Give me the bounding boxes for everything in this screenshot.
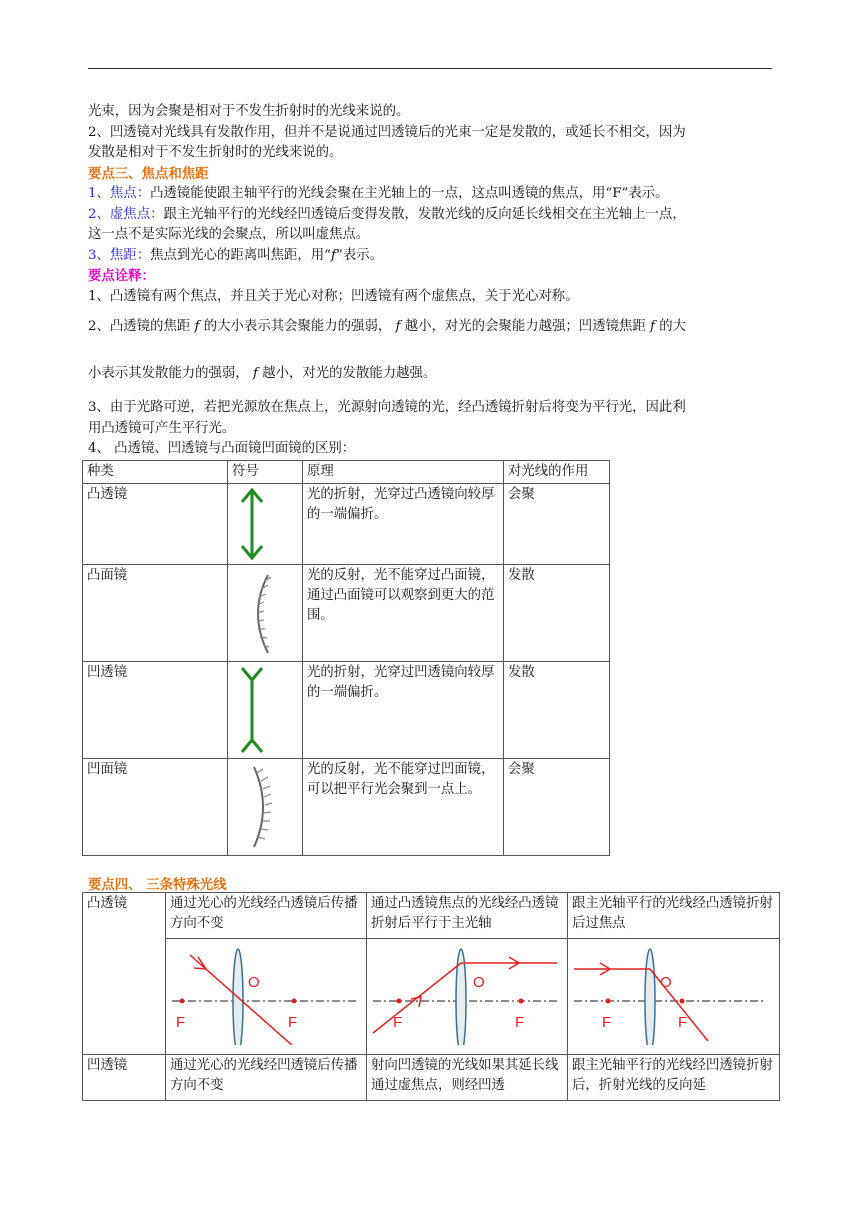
note-3: 3、由于光路可逆，若把光源放在焦点上，光源射向透镜的光，经凸透镜折射后将变为平行光，因此利 xyxy=(88,400,686,415)
kind-cell: 凸面镜 xyxy=(83,565,228,662)
note-4: 4、 凸透镜、凹透镜与凸面镜凹面镜的区别： xyxy=(88,441,356,456)
header-effect: 对光线的作用 xyxy=(504,461,610,484)
rule-cell: 射向凹透镜的光线如果其延长线通过虚焦点，则经凹透 xyxy=(367,1055,568,1101)
rule-cell: 跟主光轴平行的光线经凸透镜折射后过焦点 xyxy=(568,893,780,939)
concave-mirror-symbol-icon xyxy=(228,759,302,855)
virtual-focus-text: 跟主光轴平行的光线经凹透镜后变得发散，发散光线的反向延长线相交在主光轴上一点， xyxy=(163,206,686,222)
parallel-ray-diagram xyxy=(570,941,774,1045)
note-2: 2、凸透镜的焦距 f 的大小表示其会聚能力的强弱， f 越小，对光的会聚能力越强；凹透镜焦距 f 的大 xyxy=(88,319,687,334)
header-principle: 原理 xyxy=(303,461,504,484)
note-3-cont: 用凸透镜可产生平行光。 xyxy=(88,420,236,436)
kind-cell: 凸透镜 xyxy=(83,484,228,565)
virtual-focus-definition xyxy=(88,205,778,226)
principle-cell: 光的反射，光不能穿过凸面镜，通过凸面镜可以观察到更大的范围。 xyxy=(303,565,504,662)
virtual-focus-cont: 这一点不是实际光线的会聚点，所以叫虚焦点。 xyxy=(88,227,370,242)
concave-lens-symbol-icon xyxy=(228,662,302,758)
rule-cell: 通过光心的光线经凸透镜后传播方向不变 xyxy=(166,893,367,939)
intro-line-2: 2、凹透镜对光线具有发散作用，但并不是说通过凹透镜后的光束一定是发散的，或延长不相交，因为 xyxy=(88,124,686,140)
diagram-cell xyxy=(367,939,568,1055)
ray-through-center-diagram xyxy=(168,941,364,1045)
diagram-cell xyxy=(568,939,780,1055)
principle-cell: 光的折射，光穿过凹透镜向较厚的一端偏折。 xyxy=(303,662,504,759)
section4-title: 要点四、 三条特殊光线 xyxy=(88,877,227,893)
symbol-cell xyxy=(228,565,303,662)
diagram-cell xyxy=(166,939,367,1055)
convex-lens-symbol-icon xyxy=(228,484,302,564)
table-row xyxy=(83,939,780,1055)
focus-definition xyxy=(88,184,778,205)
table-row xyxy=(83,484,610,565)
effect-cell: 发散 xyxy=(504,565,610,662)
symbol-cell xyxy=(228,484,303,565)
rule-cell: 跟主光轴平行的光线经凹透镜折射后，折射光线的反向延 xyxy=(568,1055,780,1101)
concave-label-cell: 凹透镜 xyxy=(83,1055,166,1101)
rule-cell: 通过凸透镜焦点的光线经凸透镜折射后平行于主光轴 xyxy=(367,893,568,939)
kind-cell: 凹面镜 xyxy=(83,759,228,856)
virtual-focus-label: 2、虚焦点： xyxy=(88,206,164,222)
note-2-cont: 小表示其发散能力的强弱， f 越小，对光的发散能力越强。 xyxy=(88,365,437,381)
focal-length-label: 3、焦距： xyxy=(88,247,151,263)
header-symbol: 符号 xyxy=(228,461,303,484)
document-body xyxy=(88,102,778,460)
header-rule xyxy=(88,68,772,69)
effect-cell: 会聚 xyxy=(504,484,610,565)
ray-through-focus-diagram xyxy=(369,941,565,1045)
symbol-cell xyxy=(228,662,303,759)
convex-label-cell: 凸透镜 xyxy=(83,893,166,1055)
intro-line-1: 光束，因为会聚是相对于不发生折射时的光线来说的。 xyxy=(88,104,410,119)
table-header-row xyxy=(83,461,610,484)
table-row xyxy=(83,893,780,939)
lens-mirror-comparison-table xyxy=(82,460,610,856)
intro-line-3: 发散是相对于不发生折射时的光线来说的。 xyxy=(88,145,343,160)
kind-cell: 凹透镜 xyxy=(83,662,228,759)
focal-length-definition: 3、焦距：焦点到光心的距离叫焦距，用“f”表示。 xyxy=(88,247,384,263)
header-kind: 种类 xyxy=(83,461,228,484)
table-row xyxy=(83,662,610,759)
principle-cell: 光的反射，光不能穿过凹面镜，可以把平行光会聚到一点上。 xyxy=(303,759,504,856)
special-rays-table xyxy=(82,892,780,1101)
effect-cell: 发散 xyxy=(504,662,610,759)
table-row xyxy=(83,565,610,662)
focus-text: 凸透镜能使跟主轴平行的光线会聚在主光轴上的一点，这点叫透镜的焦点，用“F”表示。 xyxy=(150,186,669,201)
convex-mirror-symbol-icon xyxy=(228,565,302,661)
principle-cell: 光的折射，光穿过凸透镜向较厚的一端偏折。 xyxy=(303,484,504,565)
focus-label-right: F xyxy=(515,1014,525,1031)
effect-cell: 会聚 xyxy=(504,759,610,856)
focus-label-left: F xyxy=(176,1014,186,1031)
focus-label-left: F xyxy=(393,1014,403,1031)
focus-label-right: F xyxy=(288,1014,298,1031)
focus-label-right: F xyxy=(678,1014,688,1031)
optical-center-label: O xyxy=(660,974,672,991)
note-1: 1、凸透镜有两个焦点，并且关于光心对称；凹透镜有两个虚焦点，关于光心对称。 xyxy=(88,288,579,304)
notes-title: 要点诠释： xyxy=(88,268,155,284)
optical-center-label: O xyxy=(248,974,260,991)
table-row xyxy=(83,759,610,856)
optical-center-label: O xyxy=(473,974,485,991)
section3-title: 要点三、焦点和焦距 xyxy=(88,165,209,182)
table-row xyxy=(83,1055,780,1101)
focus-label: 1、焦点： xyxy=(88,186,151,201)
focus-label-left: F xyxy=(602,1014,612,1031)
symbol-cell xyxy=(228,759,303,856)
rule-cell: 通过光心的光线经凹透镜后传播方向不变 xyxy=(166,1055,367,1101)
